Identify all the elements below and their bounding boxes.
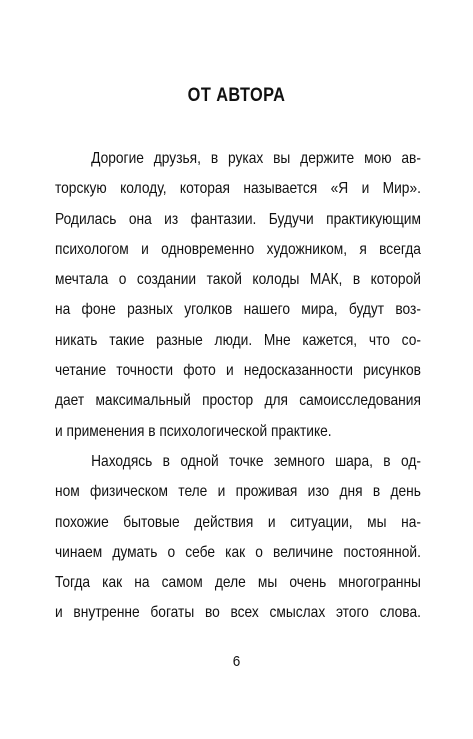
paragraph-2 bbox=[55, 447, 421, 629]
text-line: мечтала о создании такой колоды МАК, в которой bbox=[55, 271, 421, 289]
text-line: похожие бытовые действия и ситуации, мы на- bbox=[55, 513, 421, 531]
text-line: на фоне разных уголков нашего мира, будут воз- bbox=[55, 301, 421, 319]
text-line: Родилась она из фантазии. Будучи практикующим bbox=[55, 210, 421, 228]
text-line: психологом и одновременно художником, я всегда bbox=[55, 240, 421, 258]
text-line: Дорогие друзья, в руках вы держите мою ав- bbox=[91, 150, 421, 167]
page-number: 6 bbox=[232, 653, 241, 670]
text-line: и применения в психологической практике. bbox=[55, 422, 332, 440]
text-line: никать такие разные люди. Мне кажется, что со- bbox=[55, 331, 421, 349]
text-line: четание точности фото и недосказанности рисунков bbox=[55, 362, 421, 380]
text-line: чинаем думать о себе как о величине постоянной. bbox=[55, 543, 421, 561]
body-text bbox=[55, 144, 421, 629]
text-line: дает максимальный простор для самоисследования bbox=[55, 392, 421, 410]
paragraph-1 bbox=[55, 144, 421, 447]
chapter-heading: ОТ АВТОРА bbox=[187, 85, 286, 106]
text-line: и внутренне богаты во всех смыслах этого слова. bbox=[55, 604, 421, 622]
text-line: ном физическом теле и проживая изо дня в день bbox=[55, 483, 421, 501]
text-line: Тогда как на самом деле мы очень многогранны bbox=[55, 574, 421, 592]
text-line: Находясь в одной точке земного шара, в од- bbox=[91, 452, 421, 470]
text-line: торскую колоду, которая называется «Я и Мир». bbox=[55, 180, 421, 198]
